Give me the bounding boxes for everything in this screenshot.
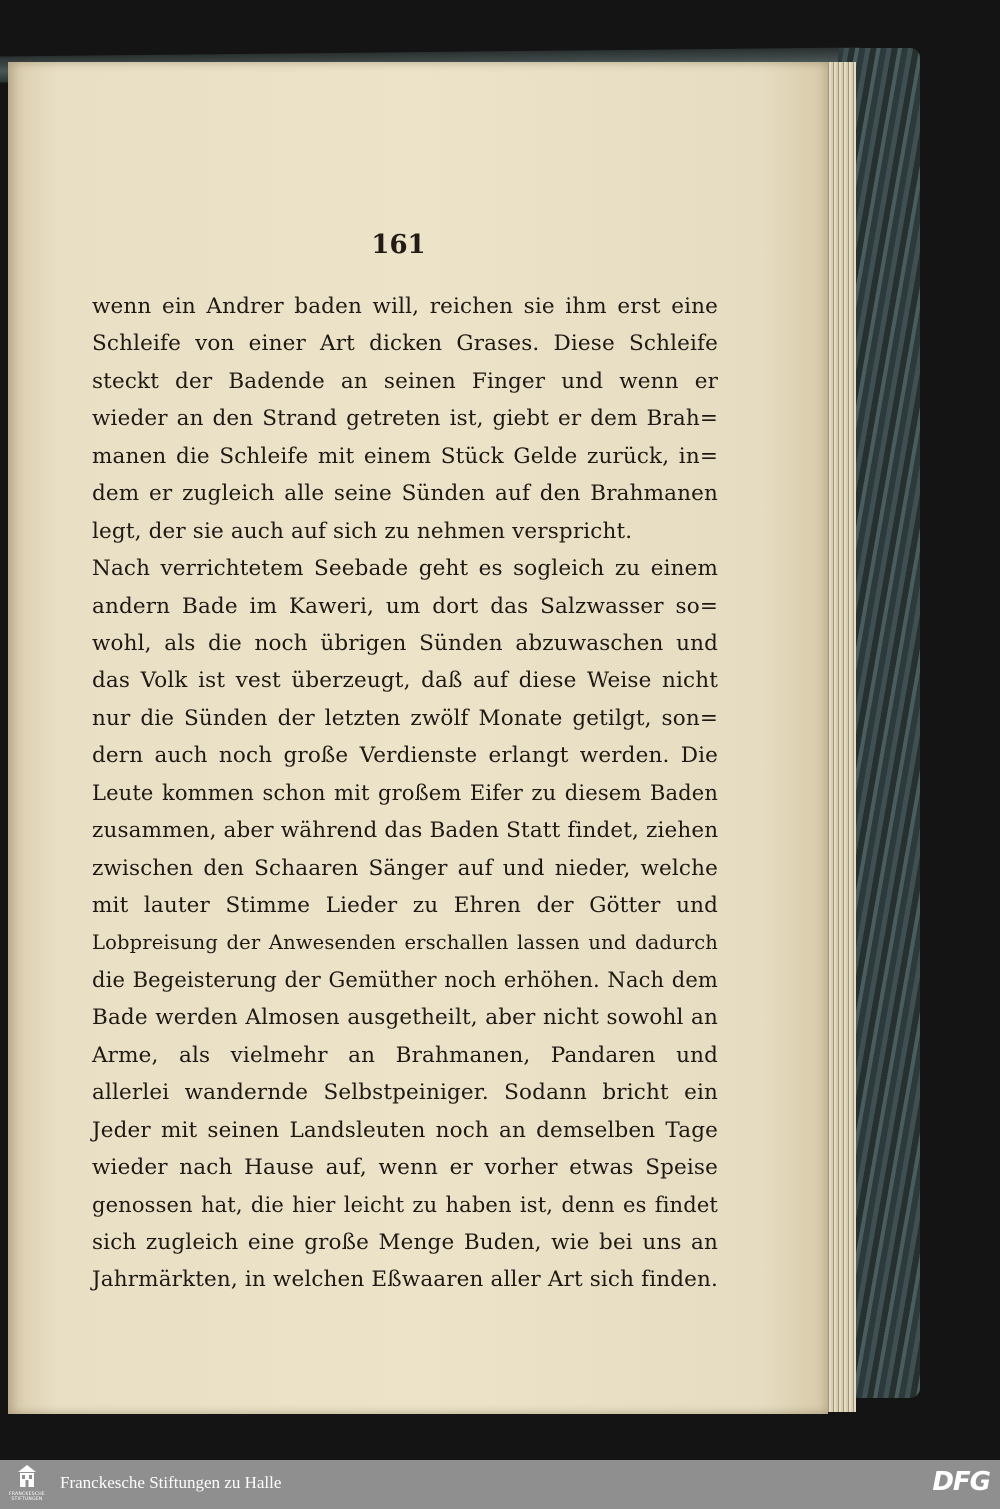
text-line: allerlei wandernde Selbstpeiniger. Sodann bricht ein — [92, 1080, 718, 1106]
logo-text: FRANCKESCHE STIFTUNGEN — [8, 1492, 46, 1502]
text-line: wenn ein Andrer baden will, reichen sie ihm erst eine — [92, 294, 718, 319]
text-line: Arme, als vielmehr an Brahmanen, Pandaren und — [92, 1042, 718, 1068]
text-line: genossen hat, die hier leicht zu haben ist, denn es findet — [92, 1192, 718, 1217]
text-line: wieder an den Strand getreten ist, giebt er dem Brah= — [92, 406, 718, 432]
dfg-logo: DFG — [932, 1467, 990, 1497]
book-page — [8, 62, 828, 1414]
text-line: Lobpreisung der Anwesenden erschallen lassen und dadurch — [92, 931, 718, 955]
footer-title: Franckesche Stiftungen zu Halle — [60, 1473, 282, 1492]
text-line: nur die Sünden der letzten zwölf Monate getilgt, son= — [92, 705, 718, 731]
franckesche-stiftungen-logo — [6, 1464, 48, 1506]
text-line: zwischen den Schaaren Sänger auf und nieder, welche — [92, 855, 718, 881]
page-text — [92, 288, 718, 1299]
page-number: 161 — [371, 230, 426, 260]
text-line: dem er zugleich alle seine Sünden auf den Brahmanen — [92, 481, 718, 507]
text-line: wohl, als die noch übrigen Sünden abzuwaschen und — [92, 630, 718, 656]
text-line: steckt der Badende an seinen Finger und wenn er — [92, 368, 718, 394]
text-line: die Begeisterung der Gemüther noch erhöhen. Nach dem — [92, 967, 718, 992]
text-line: Schleife von einer Art dicken Grases. Diese Schleife — [92, 331, 718, 357]
text-line: mit lauter Stimme Lieder zu Ehren der Götter und — [92, 893, 718, 918]
text-line: Jeder mit seinen Landsleuten noch an demselben Tage — [92, 1117, 718, 1143]
text-line: Leute kommen schon mit großem Eifer zu diesem Baden — [92, 780, 718, 805]
text-line: Jahrmärkten, in welchen Eßwaaren aller Art sich finden. — [92, 1267, 718, 1293]
foundation-building-icon — [17, 1464, 37, 1490]
text-line: sich zugleich eine große Menge Buden, wie bei uns an — [92, 1229, 718, 1255]
text-line: legt, der sie auch auf sich zu nehmen verspricht. — [92, 518, 633, 544]
text-line: Nach verrichtetem Seebade geht es sogleich zu einem — [92, 556, 718, 582]
footer-bar — [0, 1460, 1000, 1509]
text-line: dern auch noch große Verdienste erlangt werden. Die — [92, 743, 718, 769]
text-line: andern Bade im Kaweri, um dort das Salzwasser so= — [92, 593, 718, 619]
text-line: manen die Schleife mit einem Stück Gelde zurück, in= — [92, 443, 718, 469]
text-line: das Volk ist vest überzeugt, daß auf diese Weise nicht — [92, 668, 718, 694]
page-stack-edges — [826, 62, 856, 1412]
text-line: zusammen, aber während das Baden Statt findet, ziehen — [92, 818, 719, 844]
text-line: Bade werden Almosen ausgetheilt, aber nicht sowohl an — [92, 1005, 718, 1031]
text-line: wieder nach Hause auf, wenn er vorher etwas Speise — [92, 1155, 718, 1181]
